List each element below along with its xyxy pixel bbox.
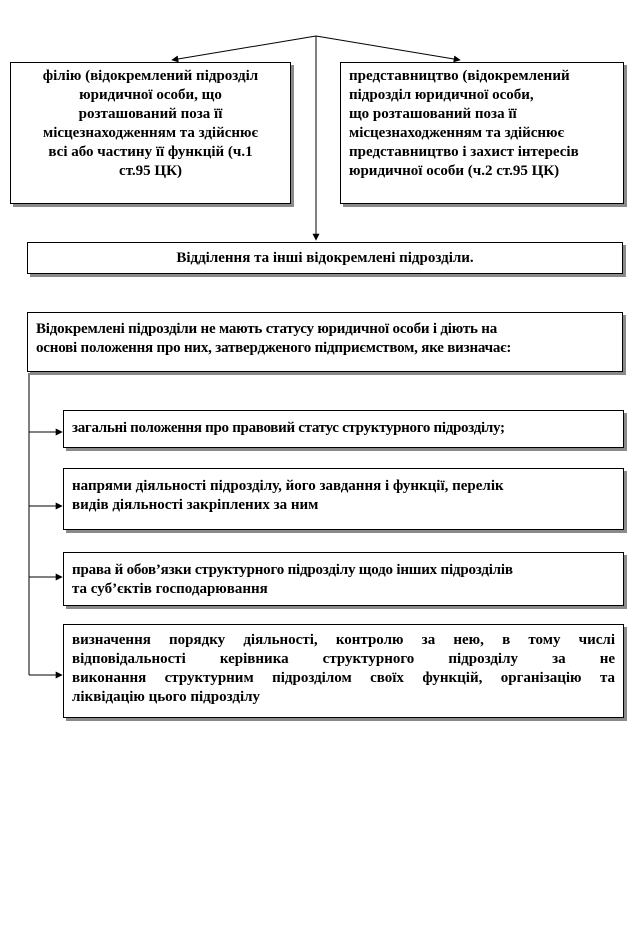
provision-box-rights — [63, 552, 624, 606]
provision-box-activities — [63, 468, 624, 530]
representation-box — [340, 62, 624, 204]
representation-line: юридичної особи (ч.2 ст.95 ЦК) — [349, 163, 560, 179]
representation-line: місцезнаходженням та здійснює — [349, 125, 565, 141]
branch-line: ст.95 ЦК) — [119, 163, 182, 179]
branch-line: юридичної особи, що — [79, 87, 222, 103]
statute-line: Відокремлені підрозділи не мають статусу юридичної особи і діють на — [36, 321, 498, 337]
representation-line: що розташований поза її — [349, 106, 517, 122]
provision-line: визначення порядку діяльності, контролю за нею, в тому числі — [72, 632, 615, 648]
provision-line: відповідальності керівника структурного підрозділу за не — [72, 651, 615, 667]
statute-box — [27, 312, 623, 372]
branch-box — [10, 62, 291, 204]
provision-box-general — [63, 410, 624, 448]
provision-line: напрями діяльності підрозділу, його завдання і функції, перелік — [72, 478, 504, 494]
representation-line: представництво (відокремлений — [349, 68, 570, 84]
provision-line: права й обов’язки структурного підрозділу щодо інших підрозділів — [72, 562, 513, 578]
divisions-text: Відділення та інші відокремлені підрозділи. — [176, 250, 474, 266]
representation-line: представництво і захист інтересів — [349, 144, 579, 160]
provision-line: загальні положення про правовий статус структурного підрозділу; — [72, 420, 505, 436]
branch-line: всі або частину її функцій (ч.1 — [48, 144, 253, 160]
branch-line: філію (відокремлений підрозділ — [42, 68, 259, 84]
provision-line: видів діяльності закріплених за ним — [72, 497, 319, 513]
statute-line: основі положення про них, затвердженого підприємством, яке визначає: — [36, 340, 512, 356]
provision-line: виконання структурним підрозділом своїх функцій, організацію та — [72, 670, 615, 686]
branch-line: розташований поза її — [78, 106, 223, 122]
divisions-box — [27, 242, 623, 274]
branch-line: місцезнаходженням та здійснює — [42, 125, 258, 141]
representation-line: підрозділ юридичної особи, — [349, 87, 534, 103]
provision-line: та суб’єктів господарювання — [72, 581, 268, 597]
arrow-to-branch-box — [172, 36, 316, 60]
provision-box-procedure — [63, 624, 624, 718]
arrow-to-representation-box — [316, 36, 460, 60]
provision-line: ліквідацію цього підрозділу — [72, 689, 261, 705]
